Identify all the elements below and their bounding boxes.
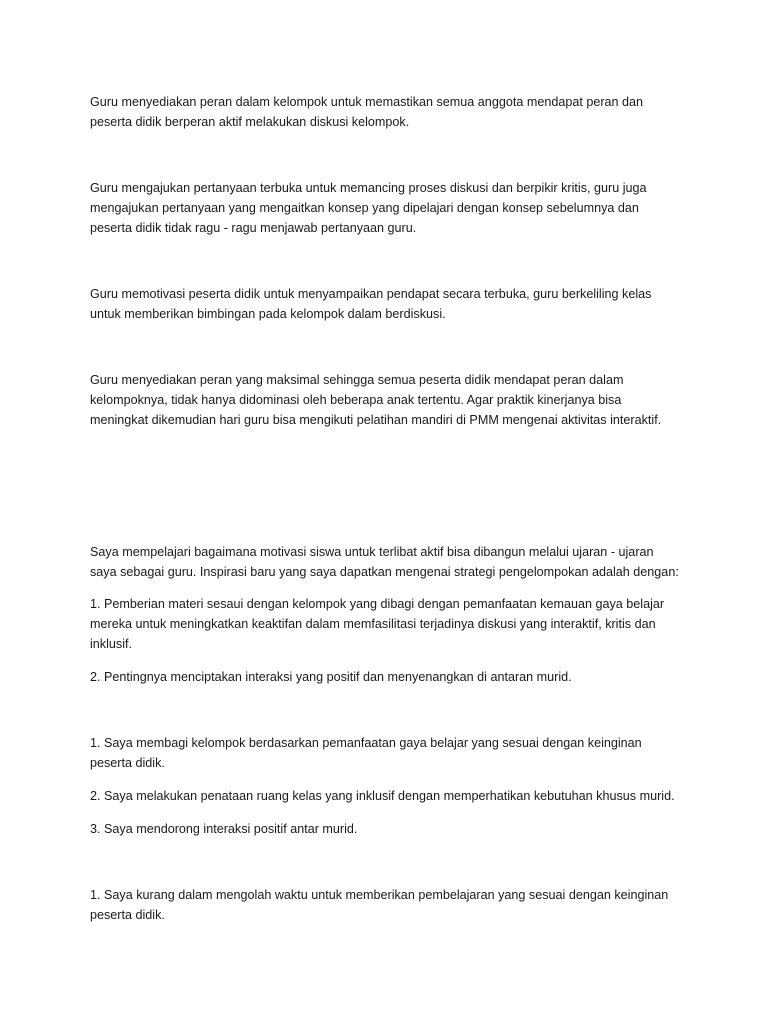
paragraph-maximal-roles: Guru menyediakan peran yang maksimal sehingga semua peserta didik mendapat peran dalam kelompoknya, tidak hanya didominasi oleh beberapa anak tertentu. Agar praktik kinerjanya bisa meningkat dikemudian hari guru bisa mengikuti pelatihan mandiri di PMM mengenai aktivitas interaktif. [90, 373, 662, 427]
list-item-action-2: 2. Saya melakukan penataan ruang kelas yang inklusif dengan memperhatikan kebutuhan khusus murid. [90, 789, 675, 803]
list-item-inspiration-1: 1. Pemberian materi sesaui dengan kelompok yang dibagi dengan pemanfaatan kemauan gaya belajar mereka untuk meningkatkan keaktifan dalam memfasilitasi terjadinya diskusi yang interaktif, kritis dan inklusif. [90, 597, 665, 651]
list-item-action-1: 1. Saya membagi kelompok berdasarkan pemanfaatan gaya belajar yang sesuai dengan keinginan peserta didik. [90, 736, 642, 770]
paragraph-learning-reflection: Saya mempelajari bagaimana motivasi siswa untuk terlibat aktif bisa dibangun melalui ujaran - ujaran saya sebagai guru. Inspirasi baru yang saya dapatkan mengenai strategi pengelompokan adalah dengan: [90, 545, 679, 579]
paragraph-motivation: Guru memotivasi peserta didik untuk menyampaikan pendapat secara terbuka, guru berkeliling kelas untuk memberikan bimbingan pada kelompok dalam berdiskusi. [90, 287, 652, 321]
paragraph-open-questions: Guru mengajukan pertanyaan terbuka untuk memancing proses diskusi dan berpikir kritis, guru juga mengajukan pertanyaan yang mengaitkan konsep yang dipelajari dengan konsep sebelumnya dan peserta didik tidak ragu - ragu menjawab pertanyaan guru. [90, 181, 647, 235]
list-item-weakness-1: 1. Saya kurang dalam mengolah waktu untuk memberikan pembelajaran yang sesuai dengan keinginan peserta didik. [90, 888, 669, 922]
list-item-action-3: 3. Saya mendorong interaksi positif antar murid. [90, 822, 358, 836]
list-item-inspiration-2: 2. Pentingnya menciptakan interaksi yang positif dan menyenangkan di antaran murid. [90, 670, 572, 684]
paragraph-group-roles: Guru menyediakan peran dalam kelompok untuk memastikan semua anggota mendapat peran dan peserta didik berperan aktif melakukan diskusi kelompok. [90, 95, 644, 129]
